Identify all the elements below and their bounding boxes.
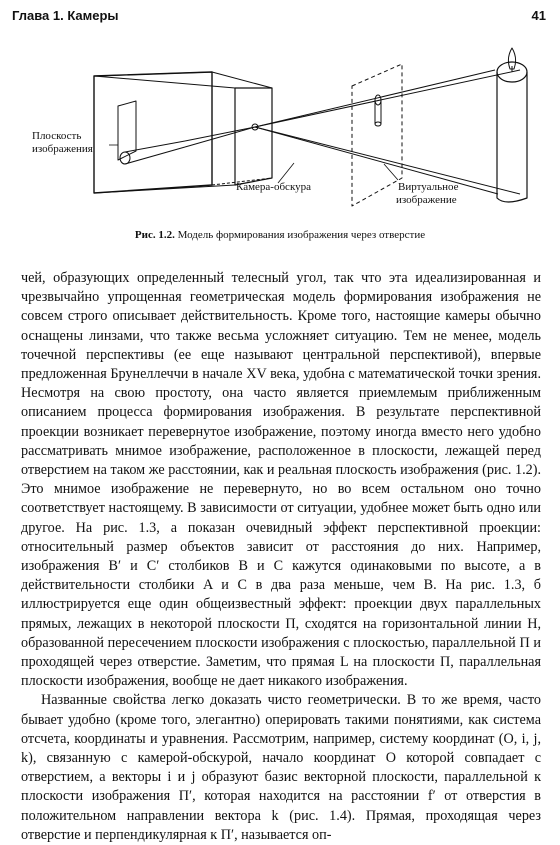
paragraph-2: Названные свойства легко доказать чисто геометрически. В то же время, часто бывает удобно (кроме того, элегантно) оперировать такими понятиями, как система отсчета, координаты и уравнения. Рассмотрим, например, систему координат (O, i, j, k), связанную с камерой-обскурой, начало координат O которой совпадает с отверстием, а векторы i и j образуют базис векторной плоскости, параллельной к плоскости изображения Π′, которая находится на расстоянии f′ от отверстия в положительном направлении вектора k (рис. 1.4). Прямая, проходящая через отверстие и перпендикулярная к Π′, называется оп- bbox=[21, 692, 541, 843]
pinhole-camera-figure bbox=[0, 28, 560, 228]
virtual-image-plane bbox=[352, 64, 402, 206]
figure-caption bbox=[0, 229, 560, 241]
running-header bbox=[12, 8, 548, 28]
page-number: 41 bbox=[531, 8, 546, 23]
camera-box bbox=[94, 72, 272, 193]
image-plane-label-line1: Плоскость bbox=[32, 130, 82, 142]
body-text bbox=[21, 269, 541, 845]
candle bbox=[497, 48, 527, 202]
virtual-image-label-line2: изображение bbox=[396, 194, 457, 206]
image-plane-label-line2: изображения bbox=[32, 143, 93, 155]
caption-text: Модель формирования изображения через отверстие bbox=[177, 229, 426, 241]
paragraph-1: чей, образующих определенный телесный угол, так что эта идеализированная и чрезвычайно упрощенная геометрическая модель формирования изображения не совсем строго описывает действительность. Кроме того, настоящие камеры обычно оснащены линзами, что также весьма усложняет ситуацию. Тем не менее, модель точечной перспективы (ее еще называют центральной перспективой), впервые предложенная Брунеллеччи в начале XV века, удобна с математической точки зрения. Несмотря на свою простоту, она часто является приемлемым приближенным описанием процесса формирования изображения. В результате перспективной проекции возникает перевернутое изображение, поэтому иногда вместо него удобно рассматривать мнимое изображение, расположенное в плоскости, лежащей перед отверстием на таком же расстоянии, как и реальная плоскость изображения (рис. 1.2). Это мнимое изображение не перевернуто, но во всем остальном оно точно соответствует настоящему. В зависимости от ситуации, удобнее может быть одно или другое. На рис. 1.3, а показан очевидный эффект перспективной проекции: относительный размер объектов зависит от расстояния до них. Например, изображения B′ и C′ столбиков B и C кажутся одинаковыми по высоте, а в действительности столбики A и C в два раза меньше, чем B. На рис. 1.3, б иллюстрируется еще один общеизвестный эффект: проекции двух параллельных прямых, лежащих в некоторой плоскости Π, сходятся на горизонтальной линии H, образованной пересечением плоскости изображения с плоскостью, параллельной Π и проходящей через отверстие. Заметим, что прямая L на плоскости Π, параллельная плоскости изображения, вообще не дает никакого изображения. bbox=[21, 270, 541, 690]
virtual-image-label-line1: Виртуальное bbox=[398, 181, 459, 193]
image-plane bbox=[118, 101, 185, 164]
chapter-title: Глава 1. Камеры bbox=[12, 8, 119, 23]
camera-label: Камера-обскура bbox=[236, 181, 312, 193]
caption-number: Рис. 1.2. bbox=[134, 229, 175, 241]
